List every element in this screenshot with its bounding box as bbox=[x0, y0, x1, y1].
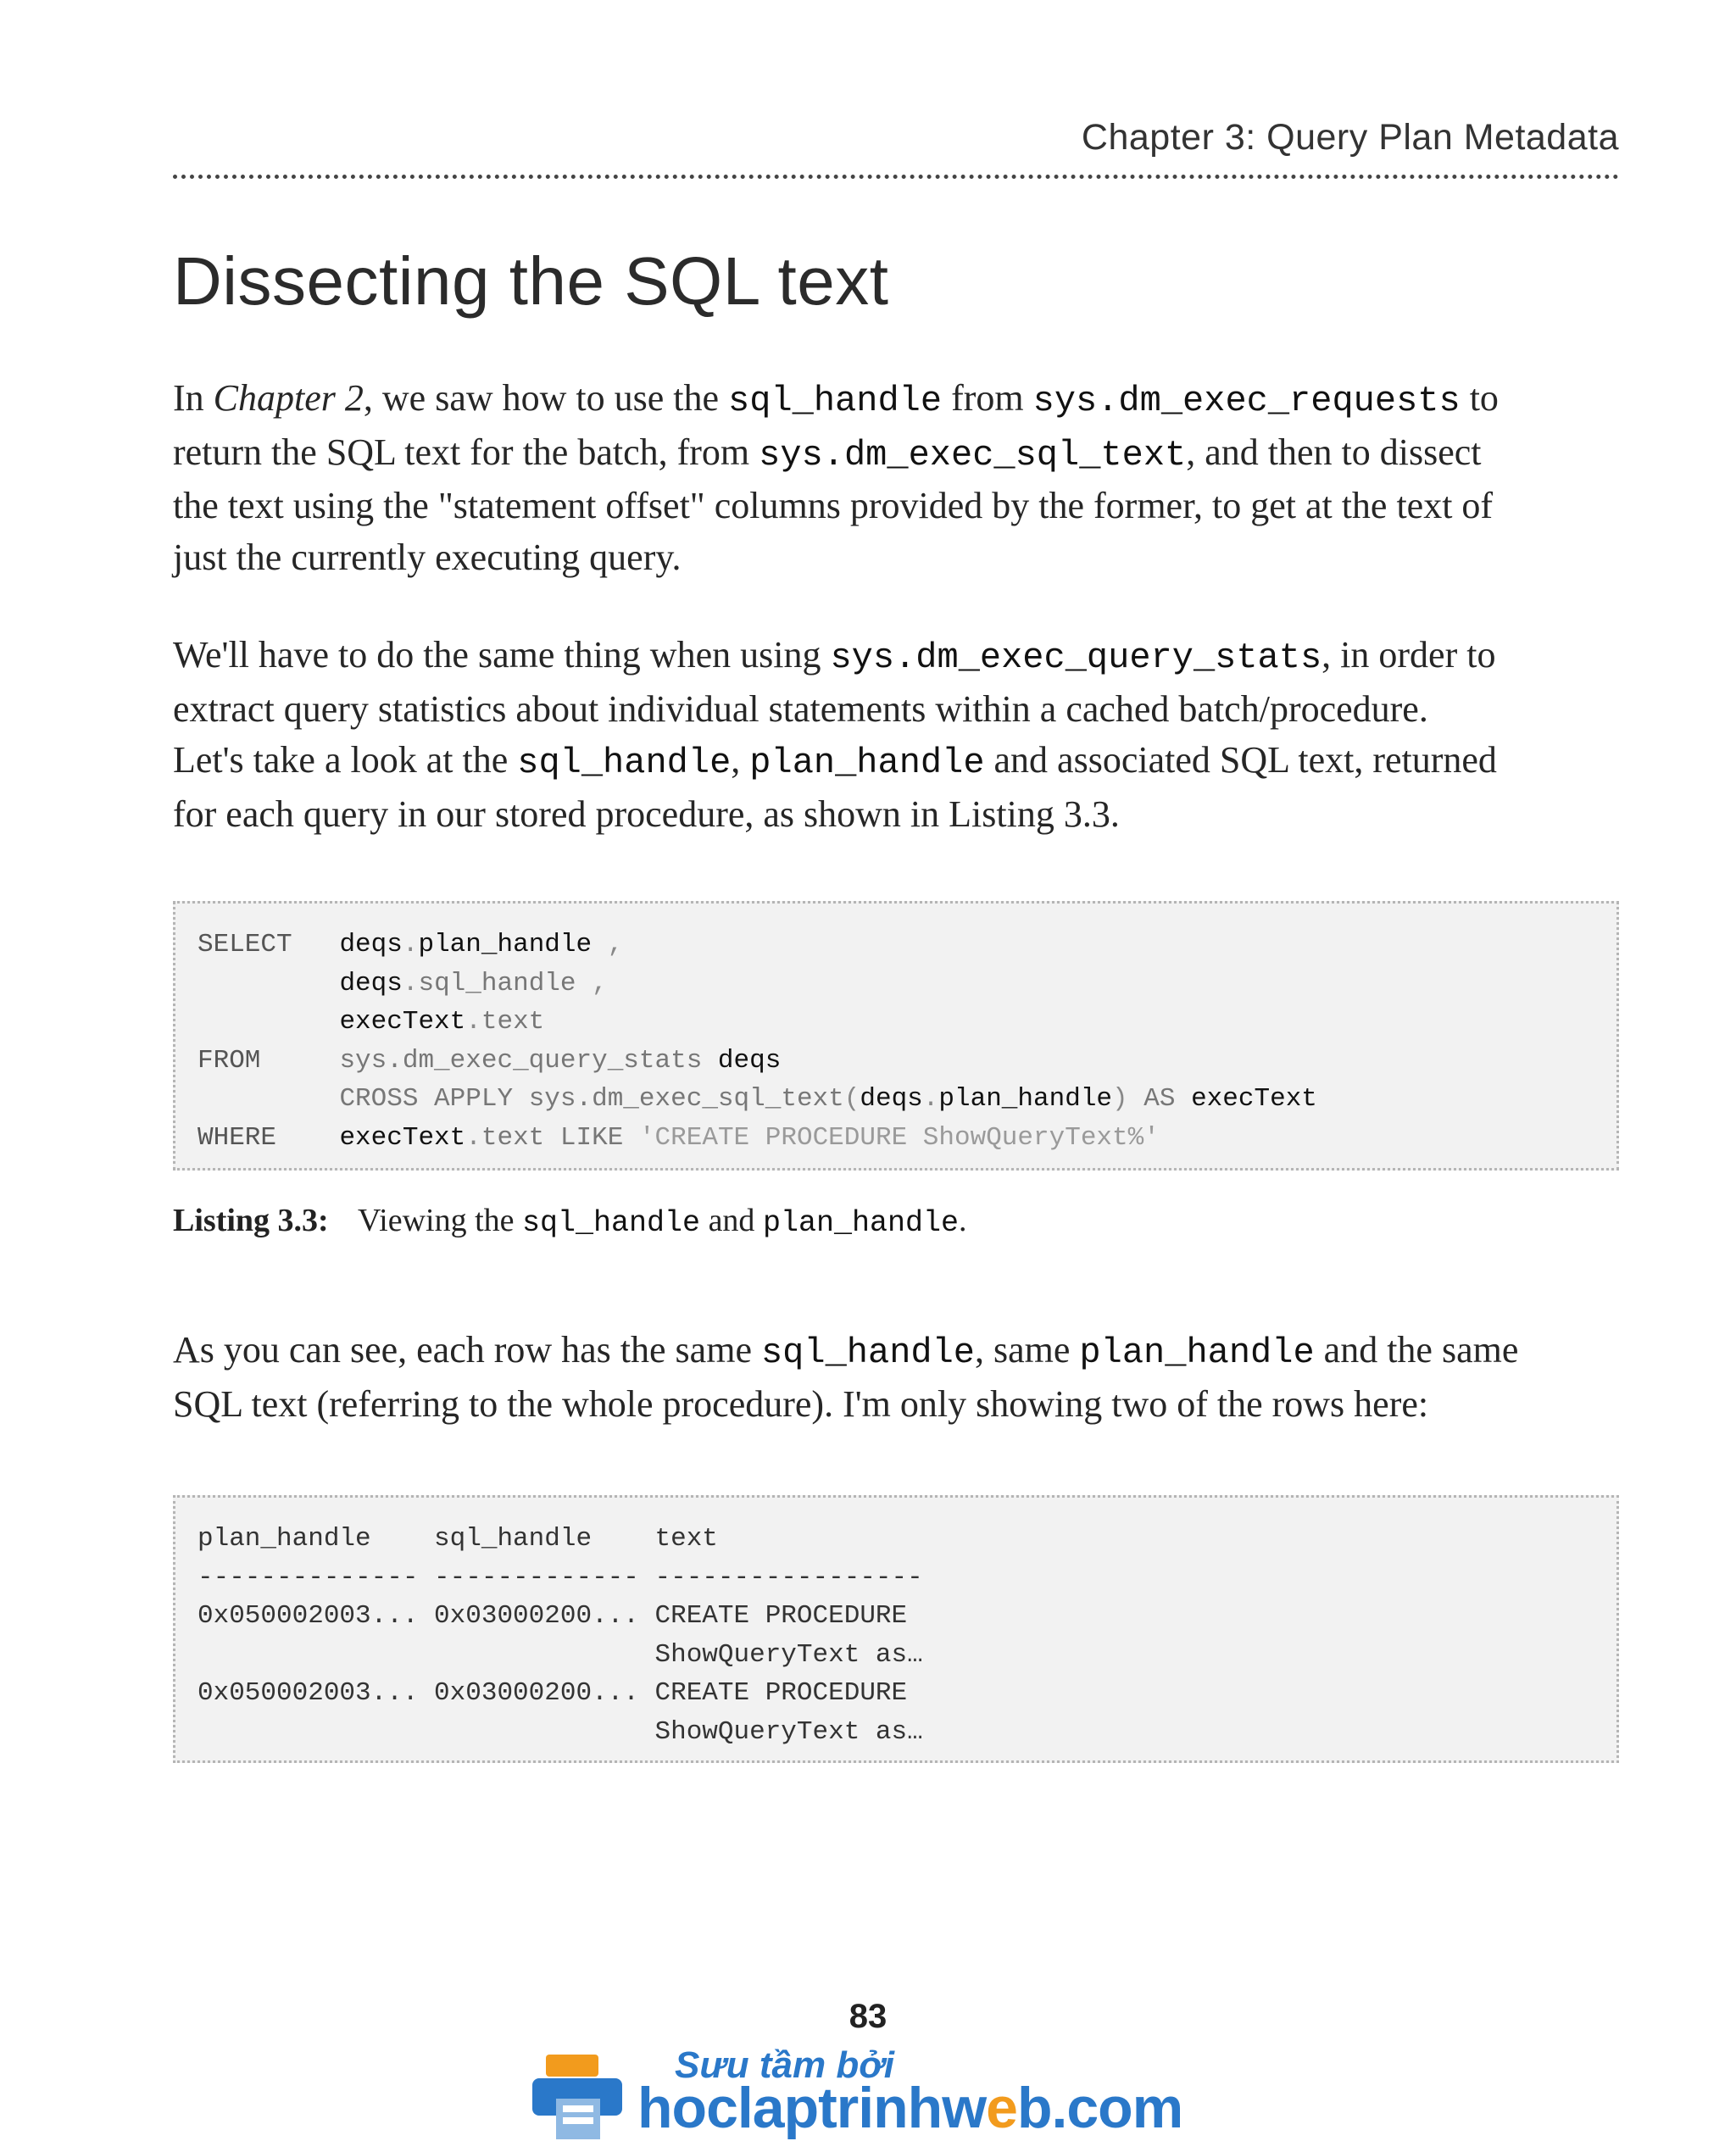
text-run: In bbox=[173, 377, 214, 419]
text-run: , and then to dissect bbox=[1186, 431, 1482, 473]
printer-logo-icon bbox=[531, 2053, 624, 2141]
sql-alias: deqs bbox=[339, 968, 403, 998]
sql-alias: execText bbox=[339, 1007, 466, 1037]
page-number: 83 bbox=[849, 1998, 887, 2035]
sql-dmv: sys.dm_exec_sql_text bbox=[528, 1084, 844, 1114]
inline-code: sql_handle bbox=[522, 1206, 701, 1240]
sql-keyword: LIKE bbox=[559, 1122, 624, 1153]
inline-code: sql_handle bbox=[760, 1332, 976, 1373]
sql-alias: deqs bbox=[339, 930, 403, 959]
results-block bbox=[198, 1520, 923, 1751]
text-run: , we saw how to use the bbox=[363, 377, 729, 419]
sql-alias: deqs bbox=[717, 1045, 782, 1076]
paragraph-line: just the currently executing query. bbox=[173, 536, 682, 578]
listing-caption bbox=[173, 1202, 967, 1240]
paragraph-line bbox=[173, 630, 1619, 684]
results-row: 0x050002003... 0x03000200... CREATE PROCEDURE bbox=[198, 1678, 908, 1708]
sql-string: 'CREATE PROCEDURE ShowQueryText%' bbox=[638, 1122, 1160, 1153]
inline-code: sys.dm_exec_requests bbox=[1032, 381, 1461, 421]
paragraph-line: for each query in our stored procedure, as shown in Listing 3.3. bbox=[173, 792, 1120, 835]
query-results-box bbox=[173, 1495, 1619, 1763]
sql-keyword: FROM bbox=[198, 1045, 261, 1076]
paragraph-line: SQL text (referring to the whole procedure). I'm only showing two of the rows here: bbox=[173, 1382, 1429, 1425]
text-run: , bbox=[731, 739, 750, 781]
paragraph-line bbox=[173, 735, 1619, 789]
chapter-reference: Chapter 2 bbox=[213, 377, 364, 419]
running-header: Chapter 3: Query Plan Metadata bbox=[1081, 117, 1619, 158]
results-row-continuation: ShowQueryText as… bbox=[198, 1716, 923, 1747]
inline-code: sys.dm_exec_sql_text bbox=[759, 434, 1187, 475]
text-run: and the same bbox=[1314, 1329, 1519, 1371]
inline-code: plan_handle bbox=[1079, 1332, 1315, 1373]
section-title: Dissecting the SQL text bbox=[173, 243, 889, 319]
code-block: SELECT deqs.plan_handle , deqs.sql_handle , execText.text FROM sys.dm_exec_query_stats deqs CROSS APPLY sys.dm_exec_sql_text(deqs.plan_handle) AS execText WHERE execText.text LIKE 'CREATE PROCEDURE ShowQueryText%' bbox=[198, 930, 1317, 1153]
sql-column: plan_handle bbox=[418, 930, 593, 959]
sql-column: plan_handle bbox=[938, 1084, 1113, 1114]
sql-dmv: sys.dm_exec_query_stats bbox=[339, 1045, 703, 1076]
sql-keyword: CROSS APPLY bbox=[339, 1084, 514, 1114]
paragraph-line bbox=[173, 427, 1619, 481]
site-accent: e bbox=[986, 2076, 1017, 2140]
paragraph-intro bbox=[173, 373, 1619, 583]
results-rule: -------------- ------------- ----------------- bbox=[198, 1562, 923, 1593]
site-domain: b.com bbox=[1016, 2076, 1183, 2140]
inline-code: plan_handle bbox=[762, 1206, 959, 1240]
sql-alias: execText bbox=[339, 1122, 466, 1153]
inline-code: sql_handle bbox=[728, 381, 943, 421]
text-run: Viewing the bbox=[358, 1203, 523, 1238]
results-row-continuation: ShowQueryText as… bbox=[198, 1639, 923, 1670]
paragraph-line: the text using the "statement offset" columns provided by the former, to get at the text of bbox=[173, 485, 1494, 526]
paragraph-results bbox=[173, 1325, 1619, 1430]
text-run: and associated SQL text, returned bbox=[984, 739, 1497, 781]
sql-column: text bbox=[481, 1122, 545, 1153]
caption-label: Listing 3.3: bbox=[173, 1203, 329, 1238]
watermark bbox=[531, 2046, 1226, 2141]
code-listing-3-3 bbox=[173, 901, 1619, 1171]
sql-column: text bbox=[481, 1007, 545, 1037]
text-run: return the SQL text for the batch, from bbox=[173, 431, 760, 473]
text-run: We'll have to do the same thing when using bbox=[173, 634, 831, 676]
text-run: , in order to bbox=[1321, 634, 1496, 676]
text-run: , same bbox=[975, 1329, 1080, 1371]
watermark-tagline: Sưu tầm bởi bbox=[675, 2044, 894, 2086]
sql-alias: deqs bbox=[860, 1084, 923, 1114]
inline-code: sys.dm_exec_query_stats bbox=[830, 637, 1322, 678]
text-run: from bbox=[942, 377, 1033, 419]
sql-keyword: AS bbox=[1143, 1084, 1176, 1114]
watermark-site bbox=[637, 2075, 1182, 2141]
book-page bbox=[173, 0, 1619, 2141]
sql-alias: execText bbox=[1191, 1084, 1317, 1114]
text-run: to bbox=[1460, 377, 1499, 419]
paragraph-line bbox=[173, 373, 1619, 427]
text-run: and bbox=[700, 1203, 763, 1238]
sql-keyword: WHERE bbox=[198, 1122, 277, 1153]
paragraph-query-stats bbox=[173, 630, 1619, 840]
sql-column: sql_handle bbox=[418, 968, 576, 998]
caption-text bbox=[358, 1202, 966, 1240]
header-divider bbox=[173, 175, 1619, 179]
text-run: . bbox=[958, 1203, 967, 1238]
site-name: hoclaptrinhw bbox=[637, 2076, 987, 2140]
inline-code: plan_handle bbox=[749, 742, 985, 783]
results-row: 0x050002003... 0x03000200... CREATE PROCEDURE bbox=[198, 1601, 908, 1631]
paragraph-line bbox=[173, 1325, 1619, 1379]
text-run: Let's take a look at the bbox=[173, 739, 518, 781]
inline-code: sql_handle bbox=[517, 742, 732, 783]
results-header-row: plan_handle sql_handle text bbox=[198, 1524, 718, 1554]
sql-keyword: SELECT bbox=[198, 930, 292, 959]
paragraph-line: extract query statistics about individual statements within a cached batch/procedure. bbox=[173, 687, 1428, 730]
text-run: As you can see, each row has the same bbox=[173, 1329, 761, 1371]
